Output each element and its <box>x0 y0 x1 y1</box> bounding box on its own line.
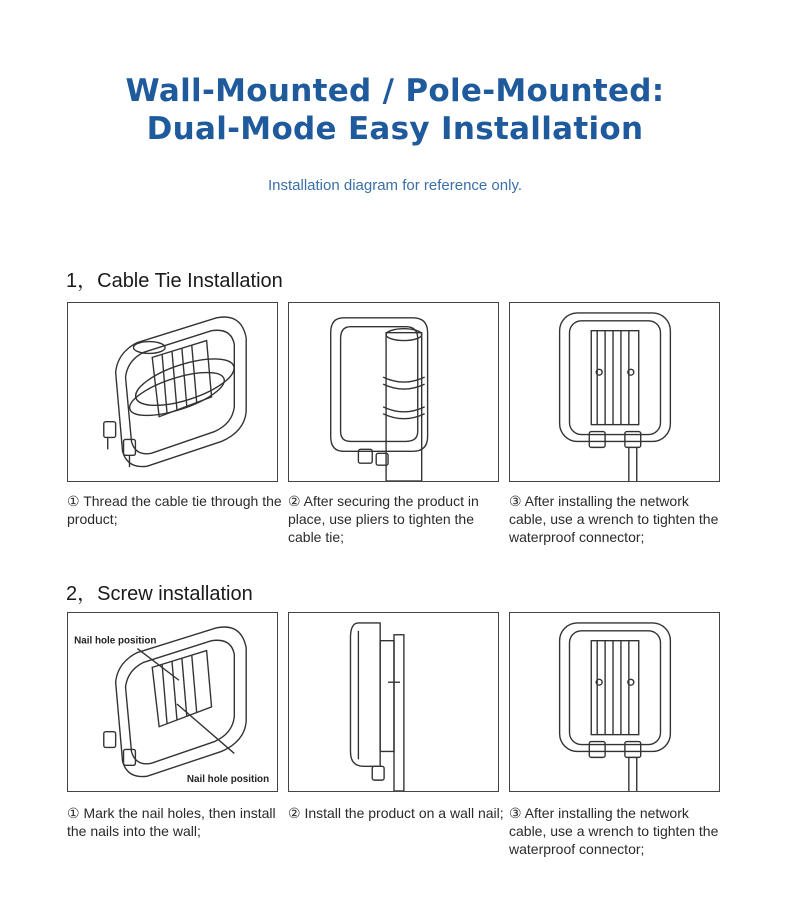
step-image-pole-mount <box>288 302 499 482</box>
device-front-with-connector-icon <box>510 613 719 791</box>
step-image-wall-side <box>288 612 499 792</box>
page-subtitle: Installation diagram for reference only. <box>267 177 523 194</box>
device-side-on-wall-icon <box>289 613 498 791</box>
nail-hole-label-bottom: Nail hole position <box>186 774 270 786</box>
step-caption: ② Install the product on a wall nail; <box>288 805 504 821</box>
step-image-connector-front <box>509 302 720 482</box>
section-heading-screw: 2，Screw installation <box>66 583 253 605</box>
device-on-pole-icon <box>289 303 498 481</box>
page-title-line-1: Wall-Mounted / Pole-Mounted: <box>125 73 665 109</box>
step-caption: ② After securing the product in place, use pliers to tighten the cable tie; <box>288 493 479 545</box>
step-caption: ① Mark the nail holes, then install the nails into the wall; <box>67 805 276 839</box>
page-title-line-2: Dual-Mode Easy Installation <box>146 111 644 147</box>
device-nail-hole-icon <box>68 613 277 791</box>
device-angled-with-cable-tie-icon <box>68 303 277 481</box>
step-image-nail-hole <box>67 612 278 792</box>
step-caption: ① Thread the cable tie through the product; <box>67 493 282 527</box>
step-caption: ③ After installing the network cable, use a wrench to tighten the waterproof connector; <box>509 805 719 857</box>
nail-hole-label-top: Nail hole position <box>74 635 157 647</box>
section-heading-cable-tie: 1，Cable Tie Installation <box>66 270 283 292</box>
step-caption: ③ After installing the network cable, use a wrench to tighten the waterproof connector; <box>509 493 719 545</box>
device-front-with-connector-icon <box>510 303 719 481</box>
step-image-connector-front <box>509 612 720 792</box>
step-image-cable-tie-thread <box>67 302 278 482</box>
